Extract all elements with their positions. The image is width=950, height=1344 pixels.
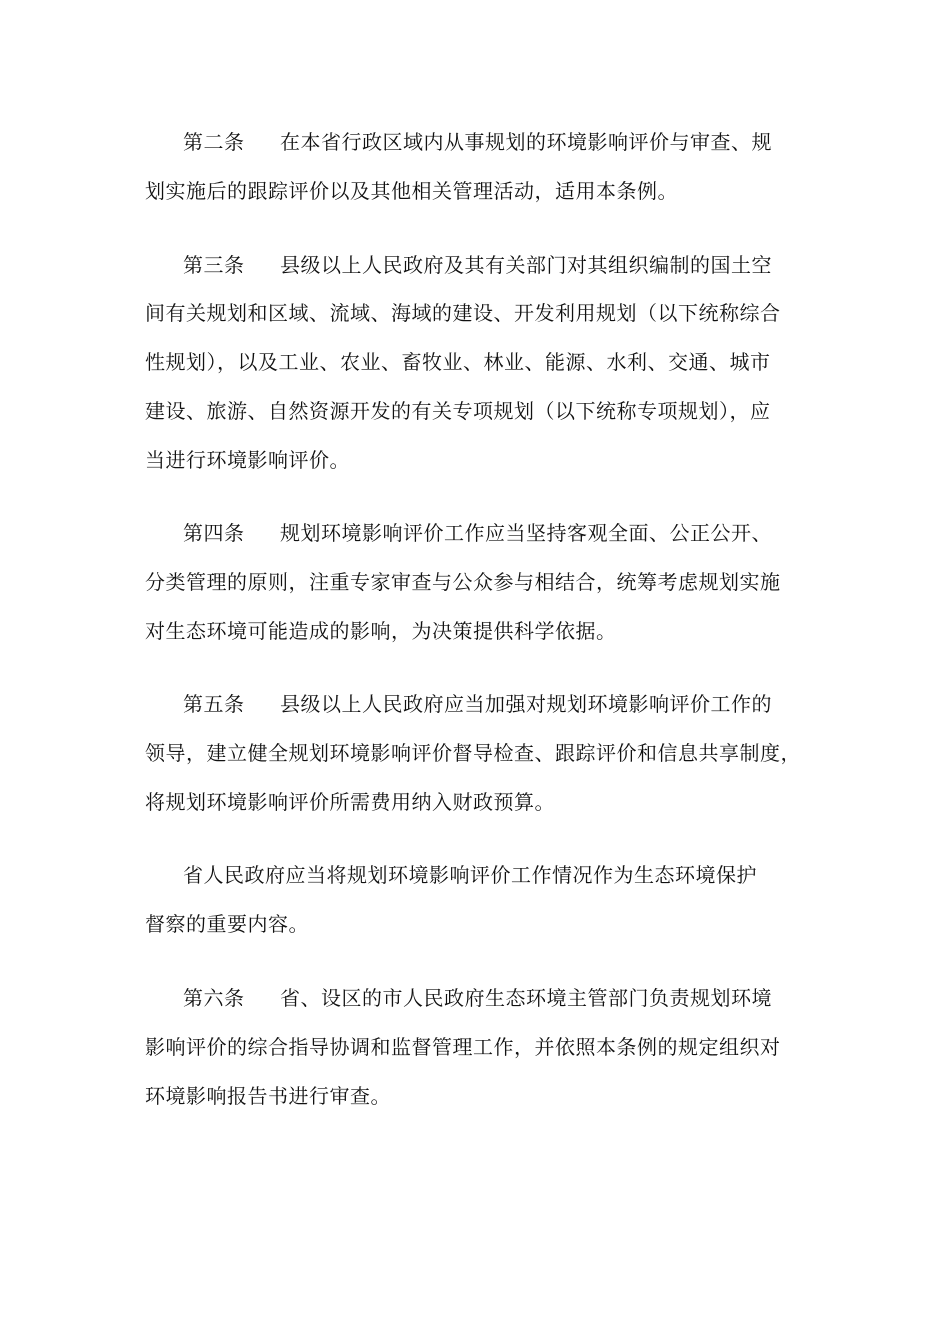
article-2-line-2: 划实施后的跟踪评价以及其他相关管理活动，适用本条例。 [145,179,678,203]
article-6-line-1 [183,983,810,1013]
article-4-line-2: 分类管理的原则，注重专家审查与公众参与相结合，统筹考虑规划实施 [145,570,781,594]
article-text: 县级以上人民政府应当加强对规划环境影响评价工作的 [280,692,772,716]
article-text: 县级以上人民政府及其有关部门对其组织编制的国土空 [280,253,772,277]
article-label: 第二条 [183,130,245,154]
article-5-line-2: 领导，建立健全规划环境影响评价督导检查、跟踪评价和信息共享制度， [145,741,801,765]
article-3-line-1 [183,250,810,280]
article-4-line-1 [183,518,810,548]
article-3-line-5: 当进行环境影响评价。 [145,448,350,472]
article-4-line-3: 对生态环境可能造成的影响，为决策提供科学依据。 [145,619,617,643]
article-label: 第三条 [183,253,245,277]
article-6-line-2: 影响评价的综合指导协调和监督管理工作，并依照本条例的规定组织对 [145,1035,781,1059]
article-6-line-3: 环境影响报告书进行审查。 [145,1084,391,1108]
article-3-line-4: 建设、旅游、自然资源开发的有关专项规划（以下统称专项规划），应 [145,399,771,423]
article-text: 省、设区的市人民政府生态环境主管部门负责规划环境 [280,986,772,1010]
article-2-line-1 [183,127,810,157]
article-5-line-1 [183,689,810,719]
article-5-para-2-line-2: 督察的重要内容。 [145,912,309,936]
article-3-line-3: 性规划），以及工业、农业、畜牧业、林业、能源、水利、交通、城市 [145,350,771,374]
article-label: 第六条 [183,986,245,1010]
article-5-line-3: 将规划环境影响评价所需费用纳入财政预算。 [145,790,555,814]
article-3-line-2: 间有关规划和区域、流域、海域的建设、开发利用规划（以下统称综合 [145,301,781,325]
article-label: 第五条 [183,692,245,716]
article-text: 在本省行政区域内从事规划的环境影响评价与审查、规 [280,130,772,154]
article-text: 规划环境影响评价工作应当坚持客观全面、公正公开、 [280,521,772,545]
article-label: 第四条 [183,521,245,545]
article-5-para-2-line-1: 省人民政府应当将规划环境影响评价工作情况作为生态环境保护 [183,863,757,887]
